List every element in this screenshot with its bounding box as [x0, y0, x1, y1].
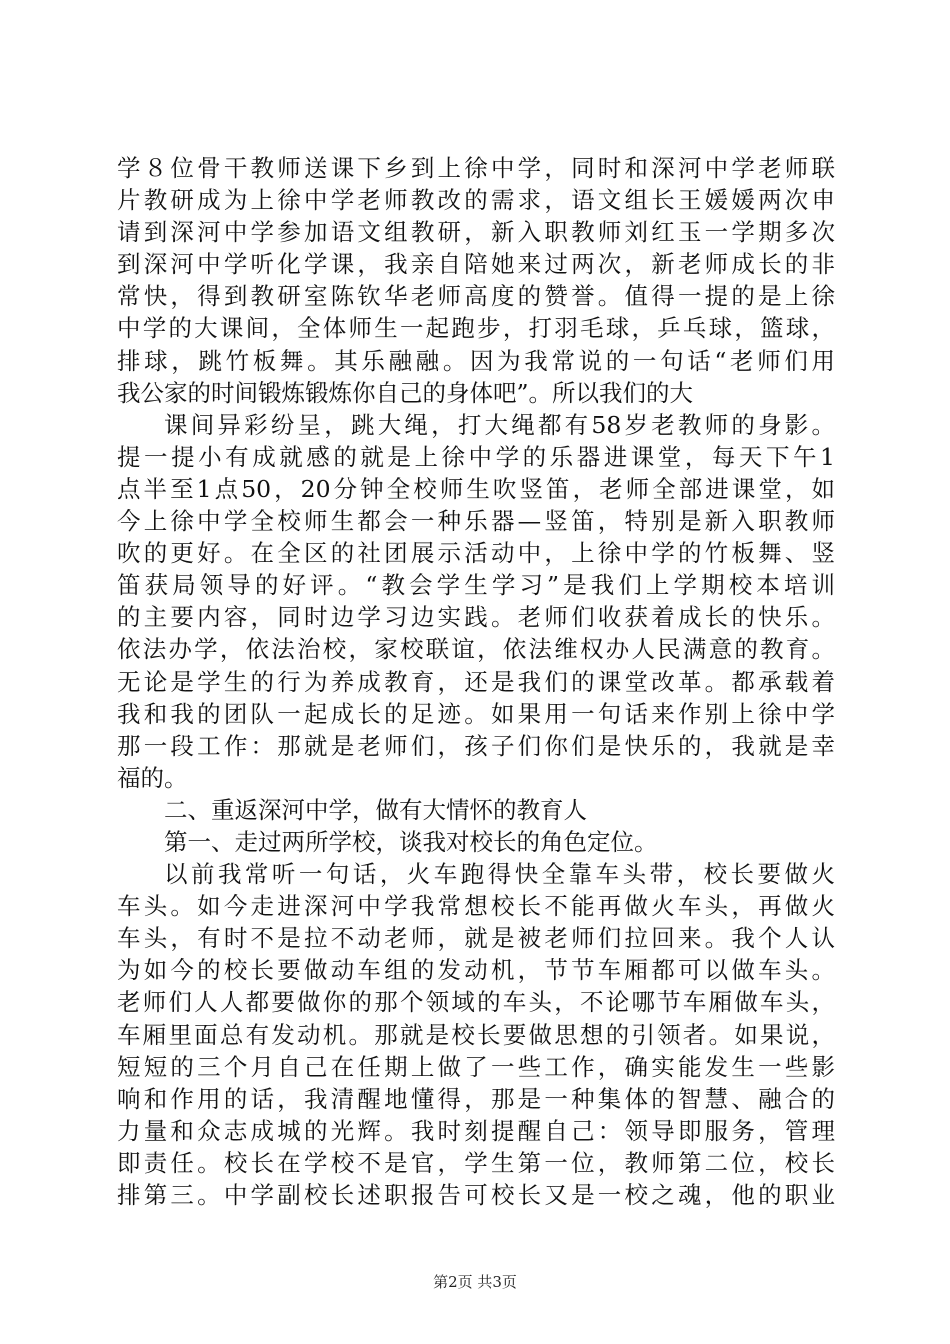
text-line: 车头，有时不是拉不动老师，就是被老师们拉回来。我个人认 [117, 924, 835, 953]
text-line: 点半至1点50，20分钟全校师生吹竖笛，老师全部进课堂，如 [117, 474, 835, 503]
text-line: 无论是学生的行为养成教育，还是我们的课堂改革。都承载着 [117, 667, 835, 696]
text-line: 请到深河中学参加语文组教研，新入职教师刘红玉一学期多次 [117, 218, 835, 247]
page-footer [0, 1272, 950, 1292]
page-number-label: 第2页 共3页 [433, 1273, 517, 1291]
text-line: 短短的三个月自己在任期上做了一些工作，确实能发生一些影 [117, 1052, 835, 1081]
text-line: 福的。 [117, 763, 188, 792]
text-line: 那一段工作：那就是老师们，孩子们你们是快乐的，我就是幸 [117, 731, 835, 760]
text-line: 笛获局领导的好评。“教会学生学习”是我们上学期校本培训 [117, 571, 835, 600]
document-body [117, 152, 835, 1211]
text-line: 吹的更好。在全区的社团展示活动中，上徐中学的竹板舞、竖 [117, 539, 835, 568]
text-line: 响和作用的话，我清醒地懂得，那是一种集体的智慧、融合的 [117, 1084, 835, 1113]
text-line: 中学的大课间，全体师生一起跑步，打羽毛球，乒乓球，篮球， [117, 314, 835, 343]
text-line: 学８位骨干教师送课下乡到上徐中学，同时和深河中学老师联 [117, 154, 835, 182]
paragraph-first-line: 课间异彩纷呈，跳大绳，打大绳都有58岁老教师的身影。 [164, 410, 835, 439]
text-line: 车头。如今走进深河中学我常想校长不能再做火车头，再做火 [117, 892, 835, 921]
text-line: 片教研成为上徐中学老师教改的需求，语文组长王媛媛两次申 [117, 186, 835, 215]
text-line: 为如今的校长要做动车组的发动机，节节车厢都可以做车头。 [117, 956, 835, 985]
text-line: 我公家的时间锻炼锻炼你自己的身体吧”。所以我们的大 [117, 378, 694, 407]
section-heading: 二、重返深河中学，做有大情怀的教育人 [164, 795, 587, 824]
text-line: 老师们人人都要做你的那个领域的车头，不论哪节车厢做车头， [117, 988, 835, 1017]
text-line: 今上徐中学全校师生都会一种乐器—竖笛，特别是新入职教师 [117, 507, 835, 536]
text-line: 排第三。中学副校长述职报告可校长又是一校之魂，他的职业 [117, 1181, 835, 1209]
text-line: 提一提小有成就感的就是上徐中学的乐器进课堂，每天下午1 [117, 442, 835, 471]
text-line: 车厢里面总有发动机。那就是校长要做思想的引领者。如果说， [117, 1020, 835, 1049]
text-line: 即责任。校长在学校不是官，学生第一位，教师第二位，校长 [117, 1148, 835, 1177]
text-line: 常快，得到教研室陈钦华老师高度的赞誉。值得一提的是上徐 [117, 282, 835, 311]
text-line: 力量和众志成城的光辉。我时刻提醒自己：领导即服务，管理 [117, 1116, 835, 1145]
text-line: 到深河中学听化学课，我亲自陪她来过两次，新老师成长的非 [117, 250, 835, 279]
text-line: 排球，跳竹板舞。其乐融融。因为我常说的一句话“老师们用 [117, 346, 835, 375]
text-line: 的主要内容，同时边学习边实践。老师们收获着成长的快乐。 [117, 603, 835, 632]
subsection-heading: 第一、走过两所学校，谈我对校长的角色定位。 [164, 827, 658, 856]
text-line: 依法办学，依法治校，家校联谊，依法维权办人民满意的教育。 [117, 635, 835, 664]
text-line: 我和我的团队一起成长的足迹。如果用一句话来作别上徐中学 [117, 699, 835, 728]
paragraph-first-line: 以前我常听一句话，火车跑得快全靠车头带，校长要做火 [164, 860, 835, 889]
